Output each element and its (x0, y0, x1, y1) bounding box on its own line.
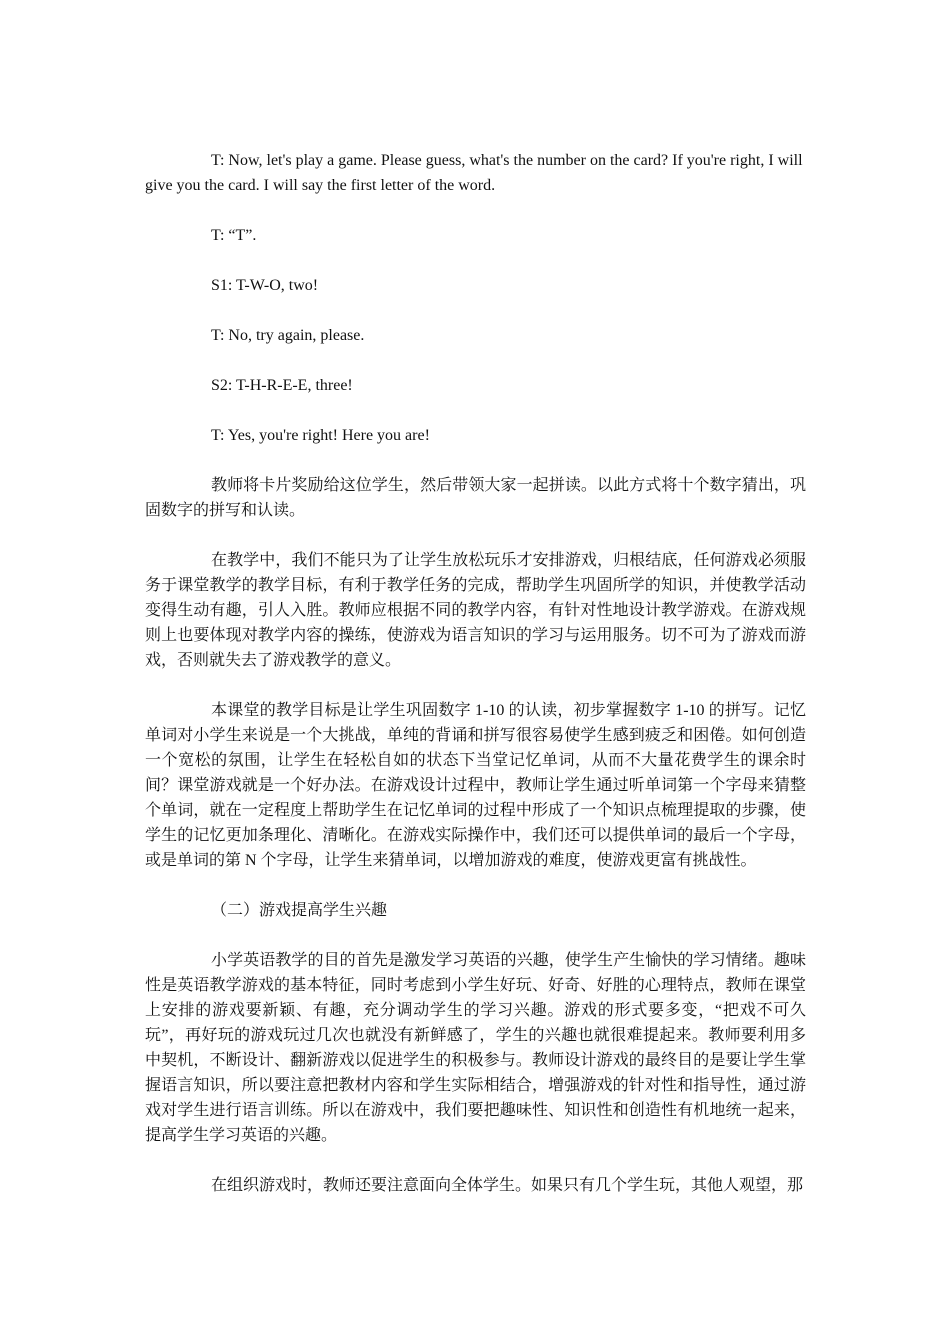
paragraph-teacher-try-again: T: No, try again, please. (211, 327, 365, 344)
paragraph-all-students: 在组织游戏时，教师还要注意面向全体学生。如果只有几个学生玩，其他人观望，那 (211, 1177, 804, 1194)
paragraph-teacher-letter-hint: T: “T”. (211, 227, 257, 244)
paragraph-student2-answer: S2: T-H-R-E-E, three! (211, 377, 353, 394)
paragraph-teacher-correct: T: Yes, you're right! Here you are! (211, 427, 430, 444)
paragraph-student1-answer: S1: T-W-O, two! (211, 277, 319, 294)
section-heading: （二）游戏提高学生兴趣 (211, 902, 388, 919)
paragraph-interest: 小学英语教学的目的首先是激发学习英语的兴趣，使学生产生愉快的学习情绪。趣味性是英语教学游戏的基本特征，同时考虑到小学生好玩、好奇、好胜的心理特点，教师在课堂上安排的游戏要新颖、有趣，充分调动学生的学习兴趣。游戏的形式要多变，“把戏不可久玩”，再好玩的游戏玩过几次也就没有新鲜感了，学生的兴趣也就很难提起来。教师要利用多中契机，不断设计、翻新游戏以促进学生的积极参与。教师设计游戏的最终目的是要让学生掌握语言知识，所以要注意把教材内容和学生实际相结合，增强游戏的针对性和指导性，通过游戏对学生进行语言训练。所以在游戏中，我们要把趣味性、知识性和创造性有机地统一起来，提高学生学习英语的兴趣。 (145, 952, 806, 1144)
paragraph-teacher-game-intro: T: Now, let's play a game. Please guess, what's the number on the card? If you're right, I will give you the card. I will say the first letter of the word. (145, 152, 803, 194)
paragraph-reward-card: 教师将卡片奖励给这位学生，然后带领大家一起拼读。以此方式将十个数字猜出，巩固数字的拼写和认读。 (145, 477, 806, 519)
document-body (145, 148, 806, 1223)
paragraph-game-purpose: 在教学中，我们不能只为了让学生放松玩乐才安排游戏，归根结底，任何游戏必须服务于课堂教学的教学目标，有利于教学任务的完成，帮助学生巩固所学的知识，并使教学活动变得生动有趣，引人入胜。教师应根据不同的教学内容，有针对性地设计教学游戏。在游戏规则上也要体现对教学内容的操练，使游戏为语言知识的学习与运用服务。切不可为了游戏而游戏，否则就失去了游戏教学的意义。 (145, 552, 806, 669)
paragraph-lesson-goal: 本课堂的教学目标是让学生巩固数字 1-10 的认读，初步掌握数字 1-10 的拼写。记忆单词对小学生来说是一个大挑战，单纯的背诵和拼写很容易使学生感到疲乏和困倦。如何创造一个宽松的氛围，让学生在轻松自如的状态下当堂记忆单词，从而不大量花费学生的课余时间？课堂游戏就是一个好办法。在游戏设计过程中，教师让学生通过听单词第一个字母来猜整个单词，就在一定程度上帮助学生在记忆单词的过程中形成了一个知识点梳理提取的步骤，使学生的记忆更加条理化、清晰化。在游戏实际操作中，我们还可以提供单词的最后一个字母，或是单词的第 N 个字母，让学生来猜单词，以增加游戏的难度，使游戏更富有挑战性。 (145, 702, 806, 869)
